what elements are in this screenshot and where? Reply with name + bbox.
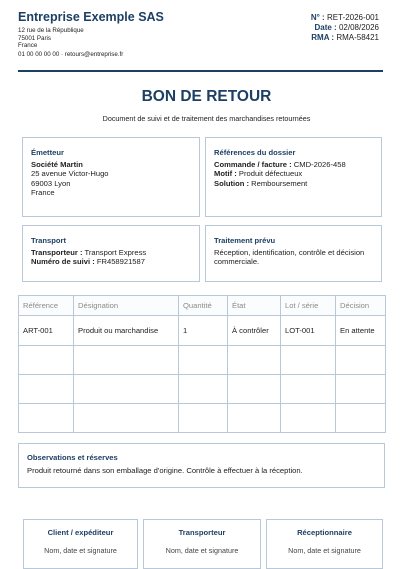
meta-number-value: RET-2026-001: [326, 13, 379, 22]
company-address-line1: 12 rue de la République: [18, 27, 84, 34]
company-contact: 01 00 00 00 00 · retours@entreprise.fr: [18, 50, 124, 58]
company-country: France: [18, 42, 38, 50]
table-cell[interactable]: [19, 375, 74, 404]
dossier-title: Références du dossier: [214, 148, 296, 157]
table-cell[interactable]: [179, 404, 228, 433]
table-cell[interactable]: [281, 375, 336, 404]
table-cell[interactable]: [74, 404, 179, 433]
signature-client-hint: Nom, date et signature: [44, 546, 117, 555]
carrier-value: Transport Express: [84, 248, 147, 257]
emetteur-name: Société Martin: [31, 160, 83, 169]
table-cell[interactable]: 1: [179, 316, 228, 346]
meta-number-label: N° :: [310, 13, 325, 22]
tracking-label: Numéro de suivi :: [31, 257, 95, 267]
table-cell[interactable]: [74, 375, 179, 404]
order-value: CMD-2026-458: [293, 160, 346, 169]
table-header-cell: Référence: [19, 296, 74, 316]
table-cell[interactable]: [228, 375, 281, 404]
page-title: BON DE RETOUR: [141, 88, 272, 105]
table-cell[interactable]: LOT-001: [281, 316, 336, 346]
table-cell[interactable]: [228, 346, 281, 375]
meta-rma: [311, 33, 379, 43]
page-subtitle: Document de suivi et de traitement des marchandises retournées: [102, 114, 311, 123]
emetteur-country: France: [31, 188, 55, 198]
signature-transporteur-title: Transporteur: [178, 528, 226, 537]
header-divider: [18, 70, 383, 72]
dossier-body: [214, 160, 375, 188]
observations-title: Observations et réserves: [27, 453, 118, 462]
table-row: [19, 375, 386, 404]
table-cell[interactable]: [336, 375, 386, 404]
transport-box: [22, 225, 200, 282]
emetteur-street: 25 avenue Victor-Hugo: [31, 169, 109, 179]
table-cell[interactable]: [19, 346, 74, 375]
table-cell[interactable]: [228, 404, 281, 433]
table-cell[interactable]: [336, 346, 386, 375]
meta-date: [311, 23, 379, 33]
table-cell[interactable]: [179, 346, 228, 375]
traitement-box: [205, 225, 382, 282]
table-header-cell: Désignation: [74, 296, 179, 316]
table-cell[interactable]: [19, 404, 74, 433]
observations-text[interactable]: Produit retourné dans son emballage d'origine. Contrôle à effectuer à la réception.: [27, 466, 303, 475]
emetteur-box: [22, 137, 200, 217]
emetteur-city: 69003 Lyon: [31, 178, 71, 188]
table-cell[interactable]: [281, 404, 336, 433]
table-cell[interactable]: En attente: [336, 316, 386, 346]
carrier-label: Transporteur :: [31, 248, 83, 257]
transport-title: Transport: [31, 236, 67, 245]
table-header-cell: État: [228, 296, 281, 316]
signature-transporteur-hint: Nom, date et signature: [165, 546, 239, 555]
reason-value: Produit défectueux: [238, 169, 303, 179]
solution-label: Solution :: [214, 178, 250, 188]
items-table: [18, 295, 386, 433]
table-cell[interactable]: ART-001: [19, 316, 74, 346]
company-address-line2: 75001 Paris: [18, 34, 52, 42]
table-header-cell: Décision: [336, 296, 386, 316]
traitement-title: Traitement prévu: [214, 236, 276, 245]
meta-number: [311, 13, 379, 23]
company-name: Entreprise Exemple SAS: [18, 10, 164, 24]
table-header-row: [19, 296, 386, 316]
table-row: [19, 404, 386, 433]
table-cell[interactable]: Produit ou marchandise: [74, 316, 179, 346]
order-label: Commande / facture :: [214, 160, 292, 169]
emetteur-body: [31, 160, 193, 198]
table-row: [19, 346, 386, 375]
table-cell[interactable]: [336, 404, 386, 433]
solution-value: Remboursement: [251, 178, 308, 188]
meta-date-label: Date :: [314, 23, 337, 32]
company-block: [18, 10, 238, 58]
signature-receptionnaire-title: Réceptionnaire: [297, 528, 352, 537]
signature-receptionnaire-hint: Nom, date et signature: [288, 546, 361, 555]
document-meta: [311, 13, 379, 43]
observations-box: [18, 443, 385, 488]
transport-body: [31, 248, 193, 267]
meta-rma-value: RMA-58421: [336, 33, 379, 42]
table-header-cell: Quantité: [179, 296, 228, 316]
traitement-text: Réception, identification, contrôle et décision commerciale.: [214, 248, 365, 267]
signature-client-title: Client / expéditeur: [47, 528, 114, 537]
table-cell[interactable]: [281, 346, 336, 375]
table-cell[interactable]: [74, 346, 179, 375]
meta-date-value: 02/08/2026: [338, 23, 379, 32]
tracking-value: FR458921587: [96, 257, 145, 267]
dossier-box: [205, 137, 382, 217]
table-cell[interactable]: À contrôler: [228, 316, 281, 346]
table-cell[interactable]: [179, 375, 228, 404]
meta-rma-label: RMA :: [311, 33, 335, 42]
table-header-cell: Lot / série: [281, 296, 336, 316]
emetteur-title: Émetteur: [31, 148, 64, 157]
reason-label: Motif :: [214, 169, 237, 179]
table-row: [19, 316, 386, 346]
